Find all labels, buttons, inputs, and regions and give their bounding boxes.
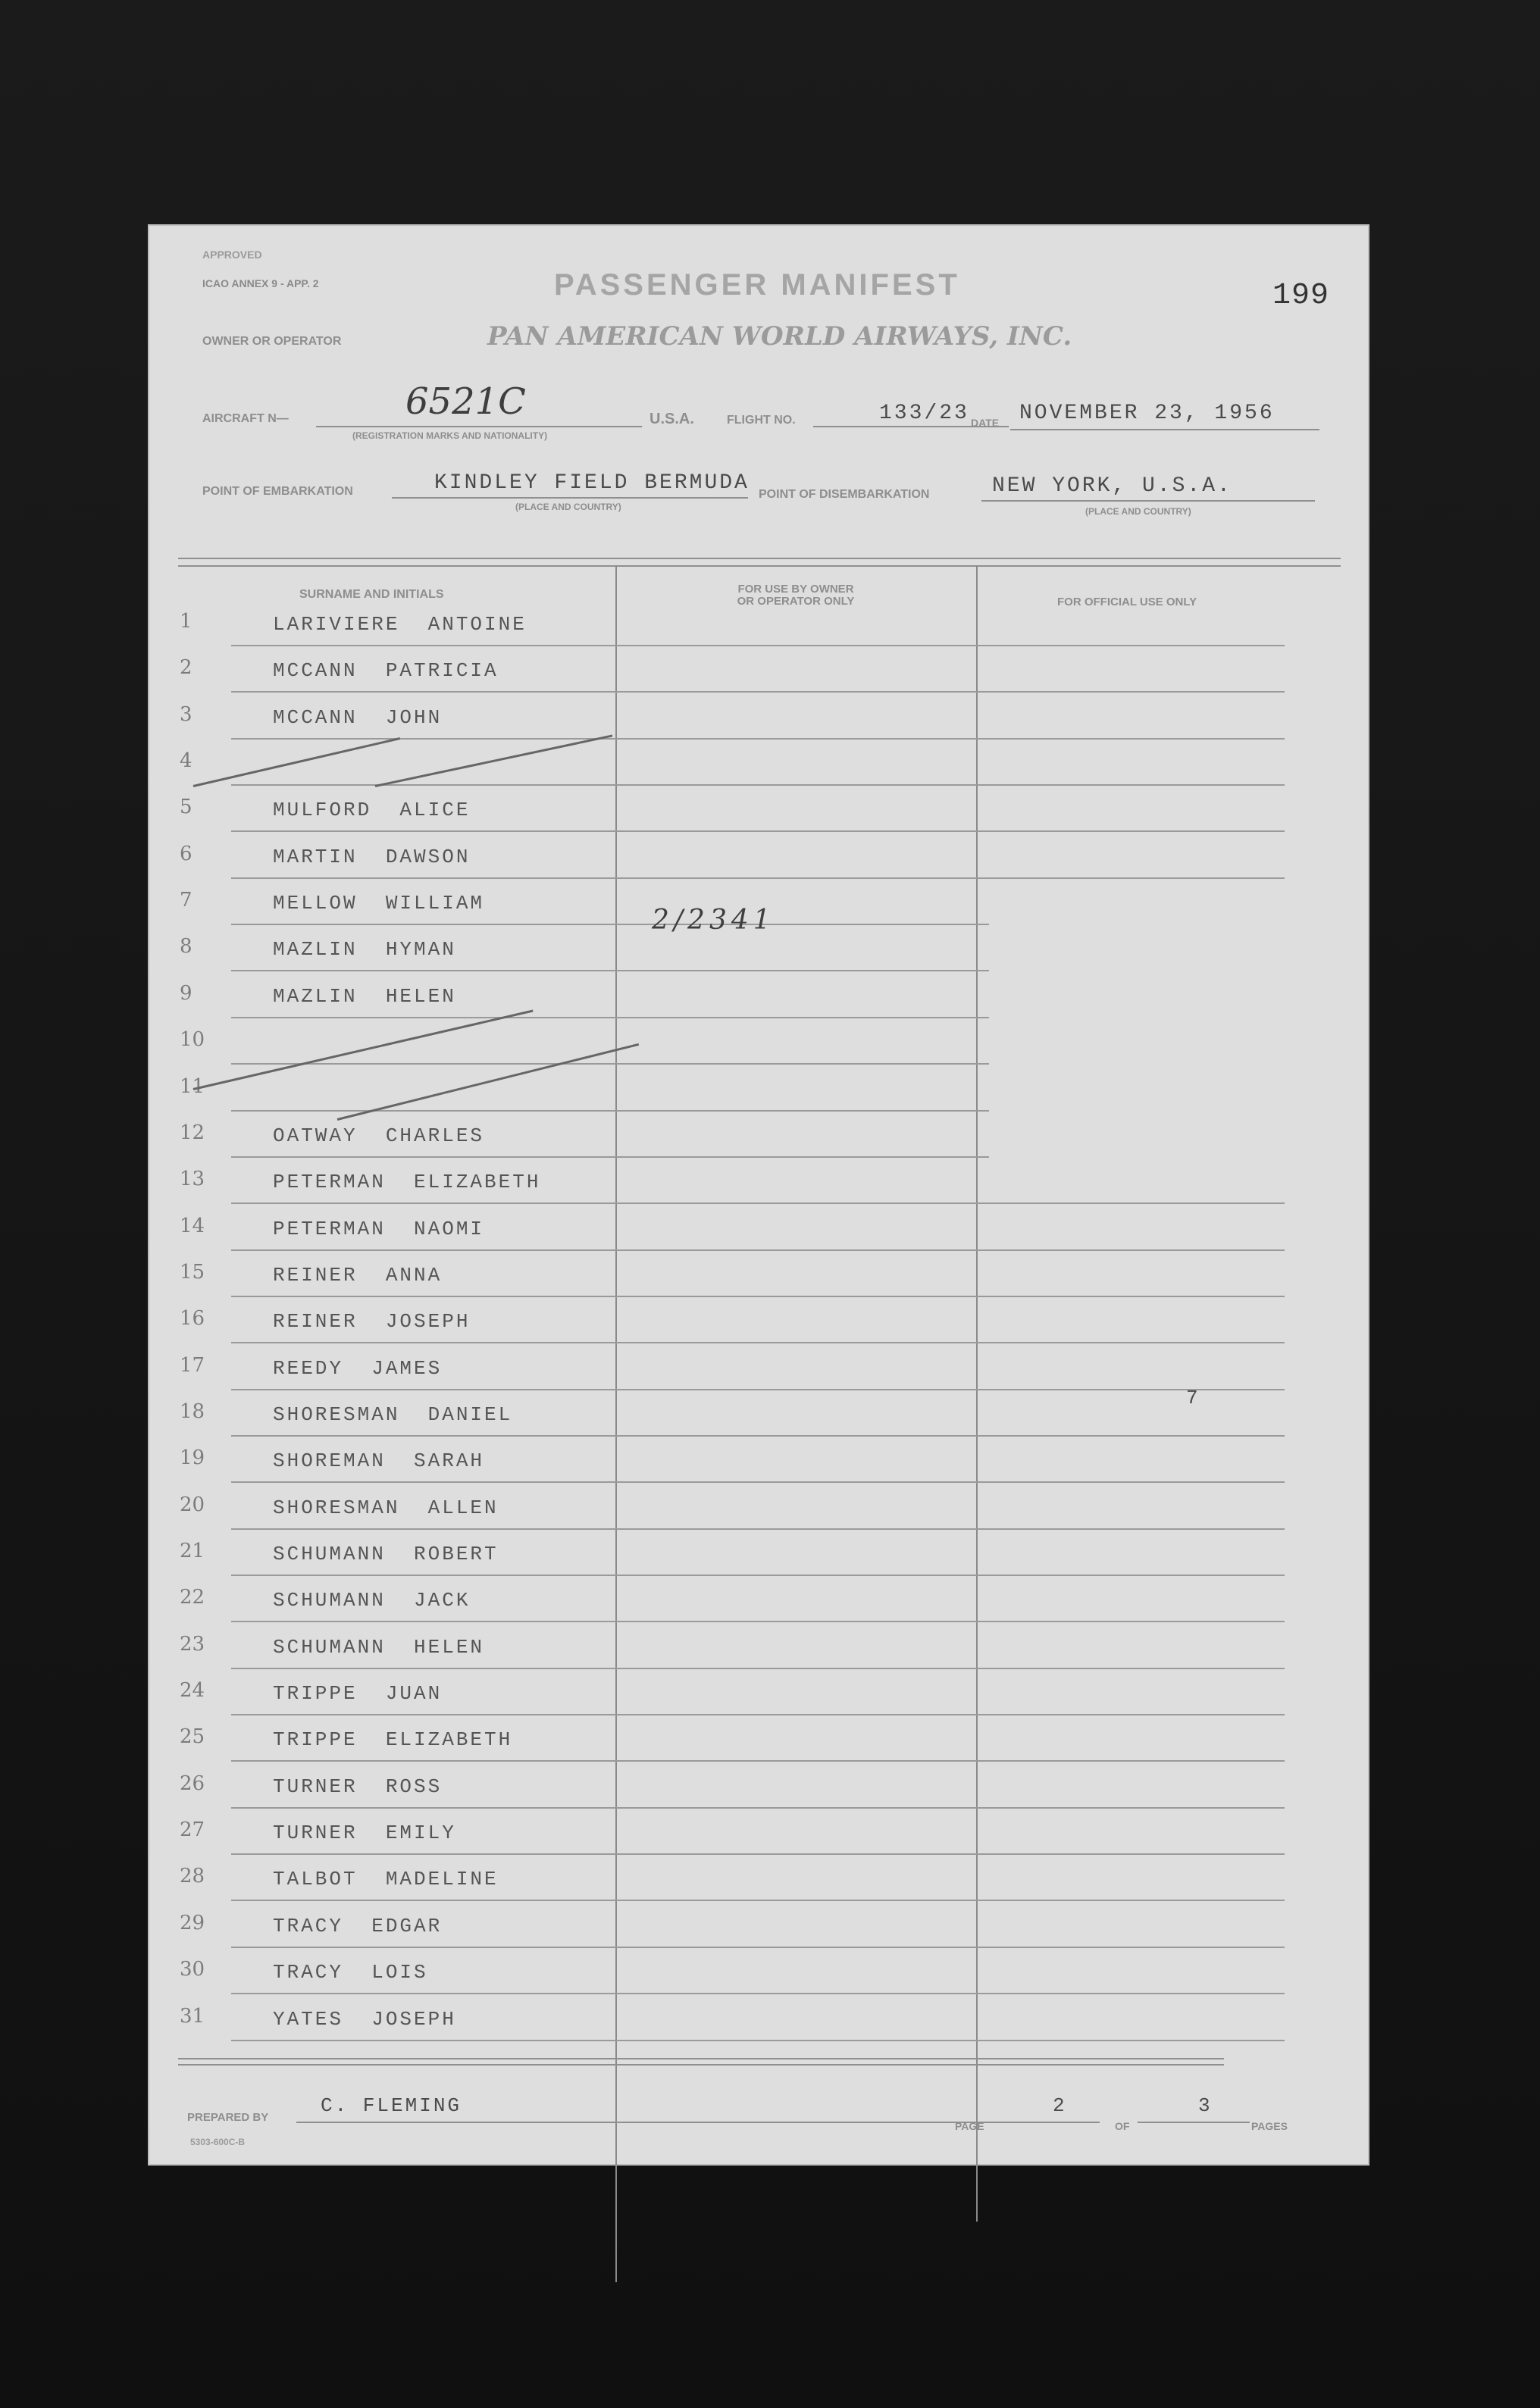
passenger-name: MAZLIN HELEN	[273, 984, 456, 1008]
row-number: 12	[180, 1121, 205, 1144]
row-number: 28	[180, 1865, 205, 1888]
passenger-name: MULFORD ALICE	[273, 799, 471, 822]
embark-value: KINDLEY FIELD BERMUDA	[434, 471, 750, 495]
country-label: U.S.A.	[649, 411, 694, 427]
passenger-name: SHOREMAN SARAH	[273, 1449, 485, 1473]
row-rule	[231, 1249, 1285, 1251]
passenger-name: PETERMAN NAOMI	[273, 1217, 485, 1240]
prepared-label: PREPARED BY	[187, 2111, 269, 2124]
row-rule	[231, 1807, 1285, 1809]
prepared-value: C. FLEMING	[321, 2094, 462, 2117]
passenger-name: SHORESMAN DANIEL	[273, 1403, 513, 1426]
row-number: 13	[180, 1168, 205, 1191]
row-number: 23	[180, 1632, 205, 1656]
owner-use-header: FOR USE BY OWNER OR OPERATOR ONLY	[737, 583, 855, 608]
row-rule	[231, 1389, 1285, 1390]
embark-note: (PLACE AND COUNTRY)	[515, 502, 621, 512]
row17-official-note: 7	[1186, 1387, 1200, 1409]
row4-strike-2	[375, 735, 613, 787]
page-label: PAGE	[955, 2120, 984, 2132]
date-label: DATE	[971, 417, 1000, 429]
row-rule	[231, 1621, 1285, 1622]
owner-label: OWNER OR OPERATOR	[202, 335, 342, 348]
row-number: 7	[180, 889, 192, 912]
row-rule	[231, 1714, 1285, 1715]
row-rule	[231, 877, 1285, 879]
date-underline	[1010, 429, 1319, 430]
of-underline	[1138, 2122, 1250, 2123]
passenger-name: MELLOW WILLIAM	[273, 892, 485, 915]
row-rule	[231, 1900, 1285, 1901]
row-number: 30	[180, 1958, 205, 1981]
manifest-page	[148, 224, 1369, 2166]
row-number: 24	[180, 1679, 205, 1703]
passenger-name: YATES JOSEPH	[273, 2007, 456, 2031]
row-rule	[231, 1296, 1285, 1297]
row-number: 22	[180, 1586, 205, 1609]
row-number: 19	[180, 1446, 205, 1470]
row-rule	[231, 1156, 989, 1158]
row-number: 6	[180, 842, 192, 865]
row-rule	[231, 1202, 1285, 1204]
aircraft-label: AIRCRAFT N—	[202, 412, 289, 425]
row-number: 25	[180, 1725, 205, 1749]
passenger-name: REINER ANNA	[273, 1263, 443, 1287]
row-number: 18	[180, 1399, 205, 1423]
row-rule	[231, 830, 1285, 832]
row-number: 20	[180, 1493, 205, 1516]
table-top-rule-2	[178, 565, 1341, 567]
row-rule	[231, 1063, 989, 1065]
row-number: 29	[180, 1911, 205, 1934]
registration-note: (REGISTRATION MARKS AND NATIONALITY)	[352, 430, 548, 441]
page-number: 199	[1272, 279, 1330, 313]
disembark-note: (PLACE AND COUNTRY)	[1085, 506, 1191, 517]
row-number: 14	[180, 1214, 205, 1237]
row-number: 2	[180, 656, 192, 680]
row-number: 10	[180, 1028, 205, 1052]
row-rule	[231, 1017, 989, 1018]
passenger-name: TRIPPE ELIZABETH	[273, 1728, 513, 1752]
row-number: 5	[180, 796, 192, 819]
row-rule	[231, 2040, 1285, 2041]
passenger-name: OATWAY CHARLES	[273, 1124, 485, 1147]
row-number: 11	[180, 1074, 205, 1098]
row-rule	[231, 1853, 1285, 1855]
row10-strike-1	[193, 1010, 534, 1090]
passenger-name: SCHUMANN JACK	[273, 1589, 471, 1612]
official-use-header: FOR OFFICIAL USE ONLY	[1057, 596, 1197, 608]
surname-header: SURNAME AND INITIALS	[299, 588, 444, 601]
row-rule	[231, 1760, 1285, 1762]
row-number: 8	[180, 935, 192, 959]
row-number: 17	[180, 1353, 205, 1377]
operator-name: PAN AMERICAN WORLD AIRWAYS, INC.	[487, 321, 1072, 352]
row-number: 16	[180, 1307, 205, 1331]
passenger-name: LARIVIERE ANTOINE	[273, 613, 527, 636]
row-rule	[231, 784, 1285, 786]
passenger-name: TRACY EDGAR	[273, 1914, 443, 1937]
disembark-underline	[981, 500, 1315, 502]
passenger-name: REINER JOSEPH	[273, 1310, 471, 1334]
passenger-name: SHORESMAN ALLEN	[273, 1496, 499, 1519]
row-number: 27	[180, 1819, 205, 1842]
row-rule	[231, 1668, 1285, 1669]
form-code: 5303-600C-B	[190, 2137, 246, 2147]
passenger-name: MAZLIN HYMAN	[273, 938, 456, 962]
row-rule	[231, 1342, 1285, 1343]
row-number: 3	[180, 702, 192, 726]
disembark-value: NEW YORK, U.S.A.	[992, 474, 1232, 498]
passenger-name: SCHUMANN ROBERT	[273, 1543, 499, 1565]
passenger-name: TURNER ROSS	[273, 1775, 443, 1798]
passenger-name: TURNER EMILY	[273, 1822, 456, 1845]
approval-note: APPROVED	[202, 249, 262, 261]
flight-label: FLIGHT NO.	[727, 414, 796, 427]
row-number: 26	[180, 1772, 205, 1795]
passenger-name: MCCANN PATRICIA	[273, 659, 499, 683]
approval-note-2: ICAO ANNEX 9 - APP. 2	[202, 277, 319, 289]
page-title: PASSENGER MANIFEST	[554, 268, 960, 302]
passenger-name: TRACY LOIS	[273, 1961, 428, 1984]
row-number: 4	[180, 749, 192, 773]
disembark-label: POINT OF DISEMBARKATION	[759, 488, 930, 501]
table-bottom-rule	[178, 2058, 1224, 2059]
row-rule	[231, 1481, 1285, 1483]
row-rule	[231, 970, 989, 971]
passenger-name: REEDY JAMES	[273, 1356, 443, 1380]
row-rule	[231, 1575, 1285, 1576]
table-top-rule	[178, 558, 1341, 559]
pages-label: PAGES	[1251, 2120, 1288, 2132]
row-rule	[231, 645, 1285, 646]
page-value: 2	[1053, 2094, 1067, 2117]
passenger-name: TALBOT MADELINE	[273, 1868, 499, 1891]
row-number: 1	[180, 610, 192, 633]
row-rule	[231, 1993, 1285, 1994]
row-rule	[231, 691, 1285, 693]
of-label: OF	[1115, 2120, 1130, 2132]
passenger-name: PETERMAN ELIZABETH	[273, 1171, 541, 1194]
flight-value: 133/23	[879, 402, 969, 425]
row-number: 15	[180, 1260, 205, 1284]
row7-owner-note: 2/2341	[652, 905, 775, 936]
row4-strike-1	[193, 737, 400, 787]
passenger-name: MCCANN JOHN	[273, 705, 443, 729]
date-value: NOVEMBER 23, 1956	[1019, 402, 1275, 425]
row-number: 31	[180, 2004, 205, 2028]
column-divider-1	[615, 565, 617, 2282]
row-number: 9	[180, 981, 192, 1005]
embark-underline	[392, 497, 748, 499]
of-value: 3	[1198, 2094, 1213, 2117]
passenger-name: TRIPPE JUAN	[273, 1682, 443, 1706]
table-bottom-rule-2	[178, 2064, 1224, 2066]
row-rule	[231, 1528, 1285, 1530]
row-rule	[231, 1435, 1285, 1437]
aircraft-underline	[316, 426, 642, 427]
passenger-name: MARTIN DAWSON	[273, 845, 471, 868]
row-rule	[231, 924, 989, 925]
column-divider-2	[976, 565, 978, 2222]
row-rule	[231, 1947, 1285, 1948]
aircraft-value: 6521C	[405, 380, 526, 423]
row-number: 21	[180, 1540, 205, 1562]
passenger-name: SCHUMANN HELEN	[273, 1635, 485, 1659]
embark-label: POINT OF EMBARKATION	[202, 485, 353, 498]
row-rule	[231, 1110, 989, 1112]
